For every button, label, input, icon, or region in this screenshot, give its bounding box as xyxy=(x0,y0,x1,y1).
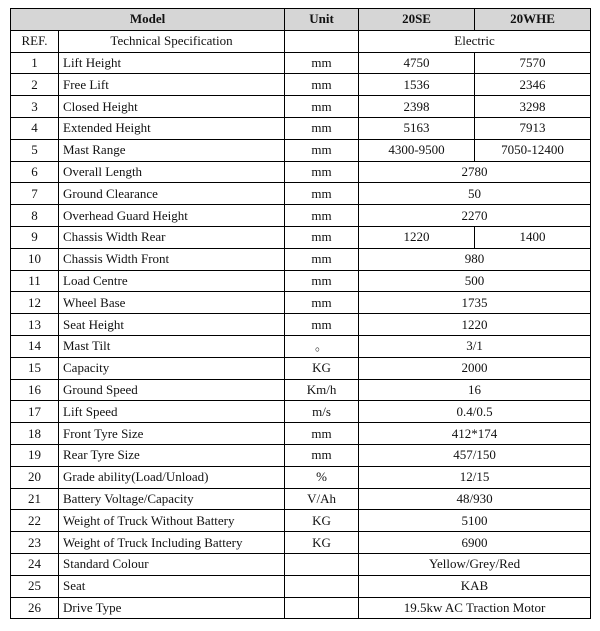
model-header: Model xyxy=(11,9,285,31)
unit-cell: mm xyxy=(285,183,359,205)
spec-name-cell: Wheel Base xyxy=(59,292,285,314)
table-row xyxy=(11,335,591,357)
table-row xyxy=(11,226,591,248)
spec-name-cell: Weight of Truck Without Battery xyxy=(59,510,285,532)
value-b-cell: 7913 xyxy=(475,117,591,139)
spec-name-cell: Chassis Width Rear xyxy=(59,226,285,248)
value-cell: KAB xyxy=(359,575,591,597)
ref-cell: 19 xyxy=(11,444,59,466)
unit-cell: KG xyxy=(285,532,359,554)
spec-name-cell: Capacity xyxy=(59,357,285,379)
unit-cell: mm xyxy=(285,205,359,227)
unit-cell: % xyxy=(285,466,359,488)
value-a-cell: 5163 xyxy=(359,117,475,139)
table-row xyxy=(11,444,591,466)
value-cell: 412*174 xyxy=(359,423,591,445)
unit-cell: Km/h xyxy=(285,379,359,401)
spec-name-cell: Mast Tilt xyxy=(59,335,285,357)
value-cell: 50 xyxy=(359,183,591,205)
ref-cell: 17 xyxy=(11,401,59,423)
unit-cell: KG xyxy=(285,357,359,379)
ref-cell: 22 xyxy=(11,510,59,532)
value-a-cell: 2398 xyxy=(359,96,475,118)
spec-name-cell: Chassis Width Front xyxy=(59,248,285,270)
spec-name-cell: Free Lift xyxy=(59,74,285,96)
table-row xyxy=(11,139,591,161)
spec-name-cell: Rear Tyre Size xyxy=(59,444,285,466)
value-cell: 48/930 xyxy=(359,488,591,510)
unit-cell: mm xyxy=(285,226,359,248)
table-row xyxy=(11,248,591,270)
ref-cell: 6 xyxy=(11,161,59,183)
spec-table xyxy=(10,8,591,619)
table-row xyxy=(11,357,591,379)
value-cell: Yellow/Grey/Red xyxy=(359,553,591,575)
table-row xyxy=(11,466,591,488)
value-a-cell: 4750 xyxy=(359,52,475,74)
unit-cell: mm xyxy=(285,423,359,445)
ref-cell: 20 xyxy=(11,466,59,488)
ref-cell: 15 xyxy=(11,357,59,379)
spec-sheet xyxy=(6,8,594,623)
ref-cell: 13 xyxy=(11,314,59,336)
ref-cell: 8 xyxy=(11,205,59,227)
unit-cell: mm xyxy=(285,314,359,336)
spec-name-cell: Mast Range xyxy=(59,139,285,161)
spec-name-cell: Seat xyxy=(59,575,285,597)
value-cell: 980 xyxy=(359,248,591,270)
ref-cell: 18 xyxy=(11,423,59,445)
value-cell: 3/1 xyxy=(359,335,591,357)
table-row xyxy=(11,379,591,401)
ref-cell: 1 xyxy=(11,52,59,74)
spec-name-cell: Drive Type xyxy=(59,597,285,619)
table-row xyxy=(11,52,591,74)
value-a-cell: 1536 xyxy=(359,74,475,96)
value-cell: 19.5kw AC Traction Motor xyxy=(359,597,591,619)
table-row xyxy=(11,205,591,227)
unit-cell: mm xyxy=(285,117,359,139)
ref-cell: 9 xyxy=(11,226,59,248)
value-b-cell: 1400 xyxy=(475,226,591,248)
value-b-cell: 7050-12400 xyxy=(475,139,591,161)
ref-cell: 7 xyxy=(11,183,59,205)
table-row xyxy=(11,423,591,445)
ref-header: REF. xyxy=(11,30,59,52)
value-cell: 1220 xyxy=(359,314,591,336)
ref-cell: 11 xyxy=(11,270,59,292)
unit-cell xyxy=(285,575,359,597)
unit-cell: mm xyxy=(285,248,359,270)
spec-name-cell: Lift Height xyxy=(59,52,285,74)
table-row xyxy=(11,532,591,554)
subheader-row xyxy=(11,30,591,52)
ref-cell: 23 xyxy=(11,532,59,554)
value-cell: 5100 xyxy=(359,510,591,532)
spec-name-cell: Front Tyre Size xyxy=(59,423,285,445)
power-type: Electric xyxy=(359,30,591,52)
unit-cell: mm xyxy=(285,444,359,466)
value-cell: 2000 xyxy=(359,357,591,379)
value-cell: 1735 xyxy=(359,292,591,314)
value-a-cell: 4300-9500 xyxy=(359,139,475,161)
value-cell: 12/15 xyxy=(359,466,591,488)
ref-cell: 2 xyxy=(11,74,59,96)
table-row xyxy=(11,117,591,139)
spec-name-cell: Overhead Guard Height xyxy=(59,205,285,227)
ref-cell: 10 xyxy=(11,248,59,270)
unit-cell: mm xyxy=(285,74,359,96)
unit-cell: mm xyxy=(285,270,359,292)
table-row xyxy=(11,314,591,336)
unit-cell: mm xyxy=(285,161,359,183)
unit-cell: mm xyxy=(285,292,359,314)
value-cell: 16 xyxy=(359,379,591,401)
table-row xyxy=(11,488,591,510)
header-row xyxy=(11,9,591,31)
value-b-cell: 2346 xyxy=(475,74,591,96)
spec-name-cell: Load Centre xyxy=(59,270,285,292)
unit-cell: mm xyxy=(285,139,359,161)
unit-header: Unit xyxy=(285,9,359,31)
spec-name-cell: Ground Speed xyxy=(59,379,285,401)
spec-name-cell: Seat Height xyxy=(59,314,285,336)
unit-cell: 。 xyxy=(285,335,359,357)
table-row xyxy=(11,401,591,423)
unit-cell: m/s xyxy=(285,401,359,423)
spec-header: Technical Specification xyxy=(59,30,285,52)
value-cell: 500 xyxy=(359,270,591,292)
unit-cell: V/Ah xyxy=(285,488,359,510)
ref-cell: 3 xyxy=(11,96,59,118)
unit-cell xyxy=(285,553,359,575)
ref-cell: 14 xyxy=(11,335,59,357)
model-b-header: 20WHE xyxy=(475,9,591,31)
spec-name-cell: Weight of Truck Including Battery xyxy=(59,532,285,554)
table-row xyxy=(11,553,591,575)
ref-cell: 25 xyxy=(11,575,59,597)
value-b-cell: 7570 xyxy=(475,52,591,74)
table-row xyxy=(11,96,591,118)
spec-name-cell: Ground Clearance xyxy=(59,183,285,205)
ref-cell: 12 xyxy=(11,292,59,314)
ref-cell: 24 xyxy=(11,553,59,575)
spec-name-cell: Overall Length xyxy=(59,161,285,183)
table-row xyxy=(11,74,591,96)
ref-cell: 26 xyxy=(11,597,59,619)
value-cell: 0.4/0.5 xyxy=(359,401,591,423)
unit-cell xyxy=(285,597,359,619)
value-cell: 2270 xyxy=(359,205,591,227)
value-cell: 2780 xyxy=(359,161,591,183)
unit-cell: mm xyxy=(285,52,359,74)
table-row xyxy=(11,183,591,205)
table-row xyxy=(11,575,591,597)
table-row xyxy=(11,292,591,314)
unit-cell: KG xyxy=(285,510,359,532)
spec-name-cell: Lift Speed xyxy=(59,401,285,423)
ref-cell: 4 xyxy=(11,117,59,139)
empty-unit-cell xyxy=(285,30,359,52)
ref-cell: 5 xyxy=(11,139,59,161)
spec-name-cell: Standard Colour xyxy=(59,553,285,575)
value-cell: 6900 xyxy=(359,532,591,554)
table-row xyxy=(11,510,591,532)
model-a-header: 20SE xyxy=(359,9,475,31)
spec-name-cell: Extended Height xyxy=(59,117,285,139)
table-row xyxy=(11,270,591,292)
ref-cell: 21 xyxy=(11,488,59,510)
table-row xyxy=(11,161,591,183)
value-a-cell: 1220 xyxy=(359,226,475,248)
table-row xyxy=(11,597,591,619)
unit-cell: mm xyxy=(285,96,359,118)
ref-cell: 16 xyxy=(11,379,59,401)
value-cell: 457/150 xyxy=(359,444,591,466)
spec-name-cell: Closed Height xyxy=(59,96,285,118)
spec-name-cell: Battery Voltage/Capacity xyxy=(59,488,285,510)
spec-name-cell: Grade ability(Load/Unload) xyxy=(59,466,285,488)
value-b-cell: 3298 xyxy=(475,96,591,118)
